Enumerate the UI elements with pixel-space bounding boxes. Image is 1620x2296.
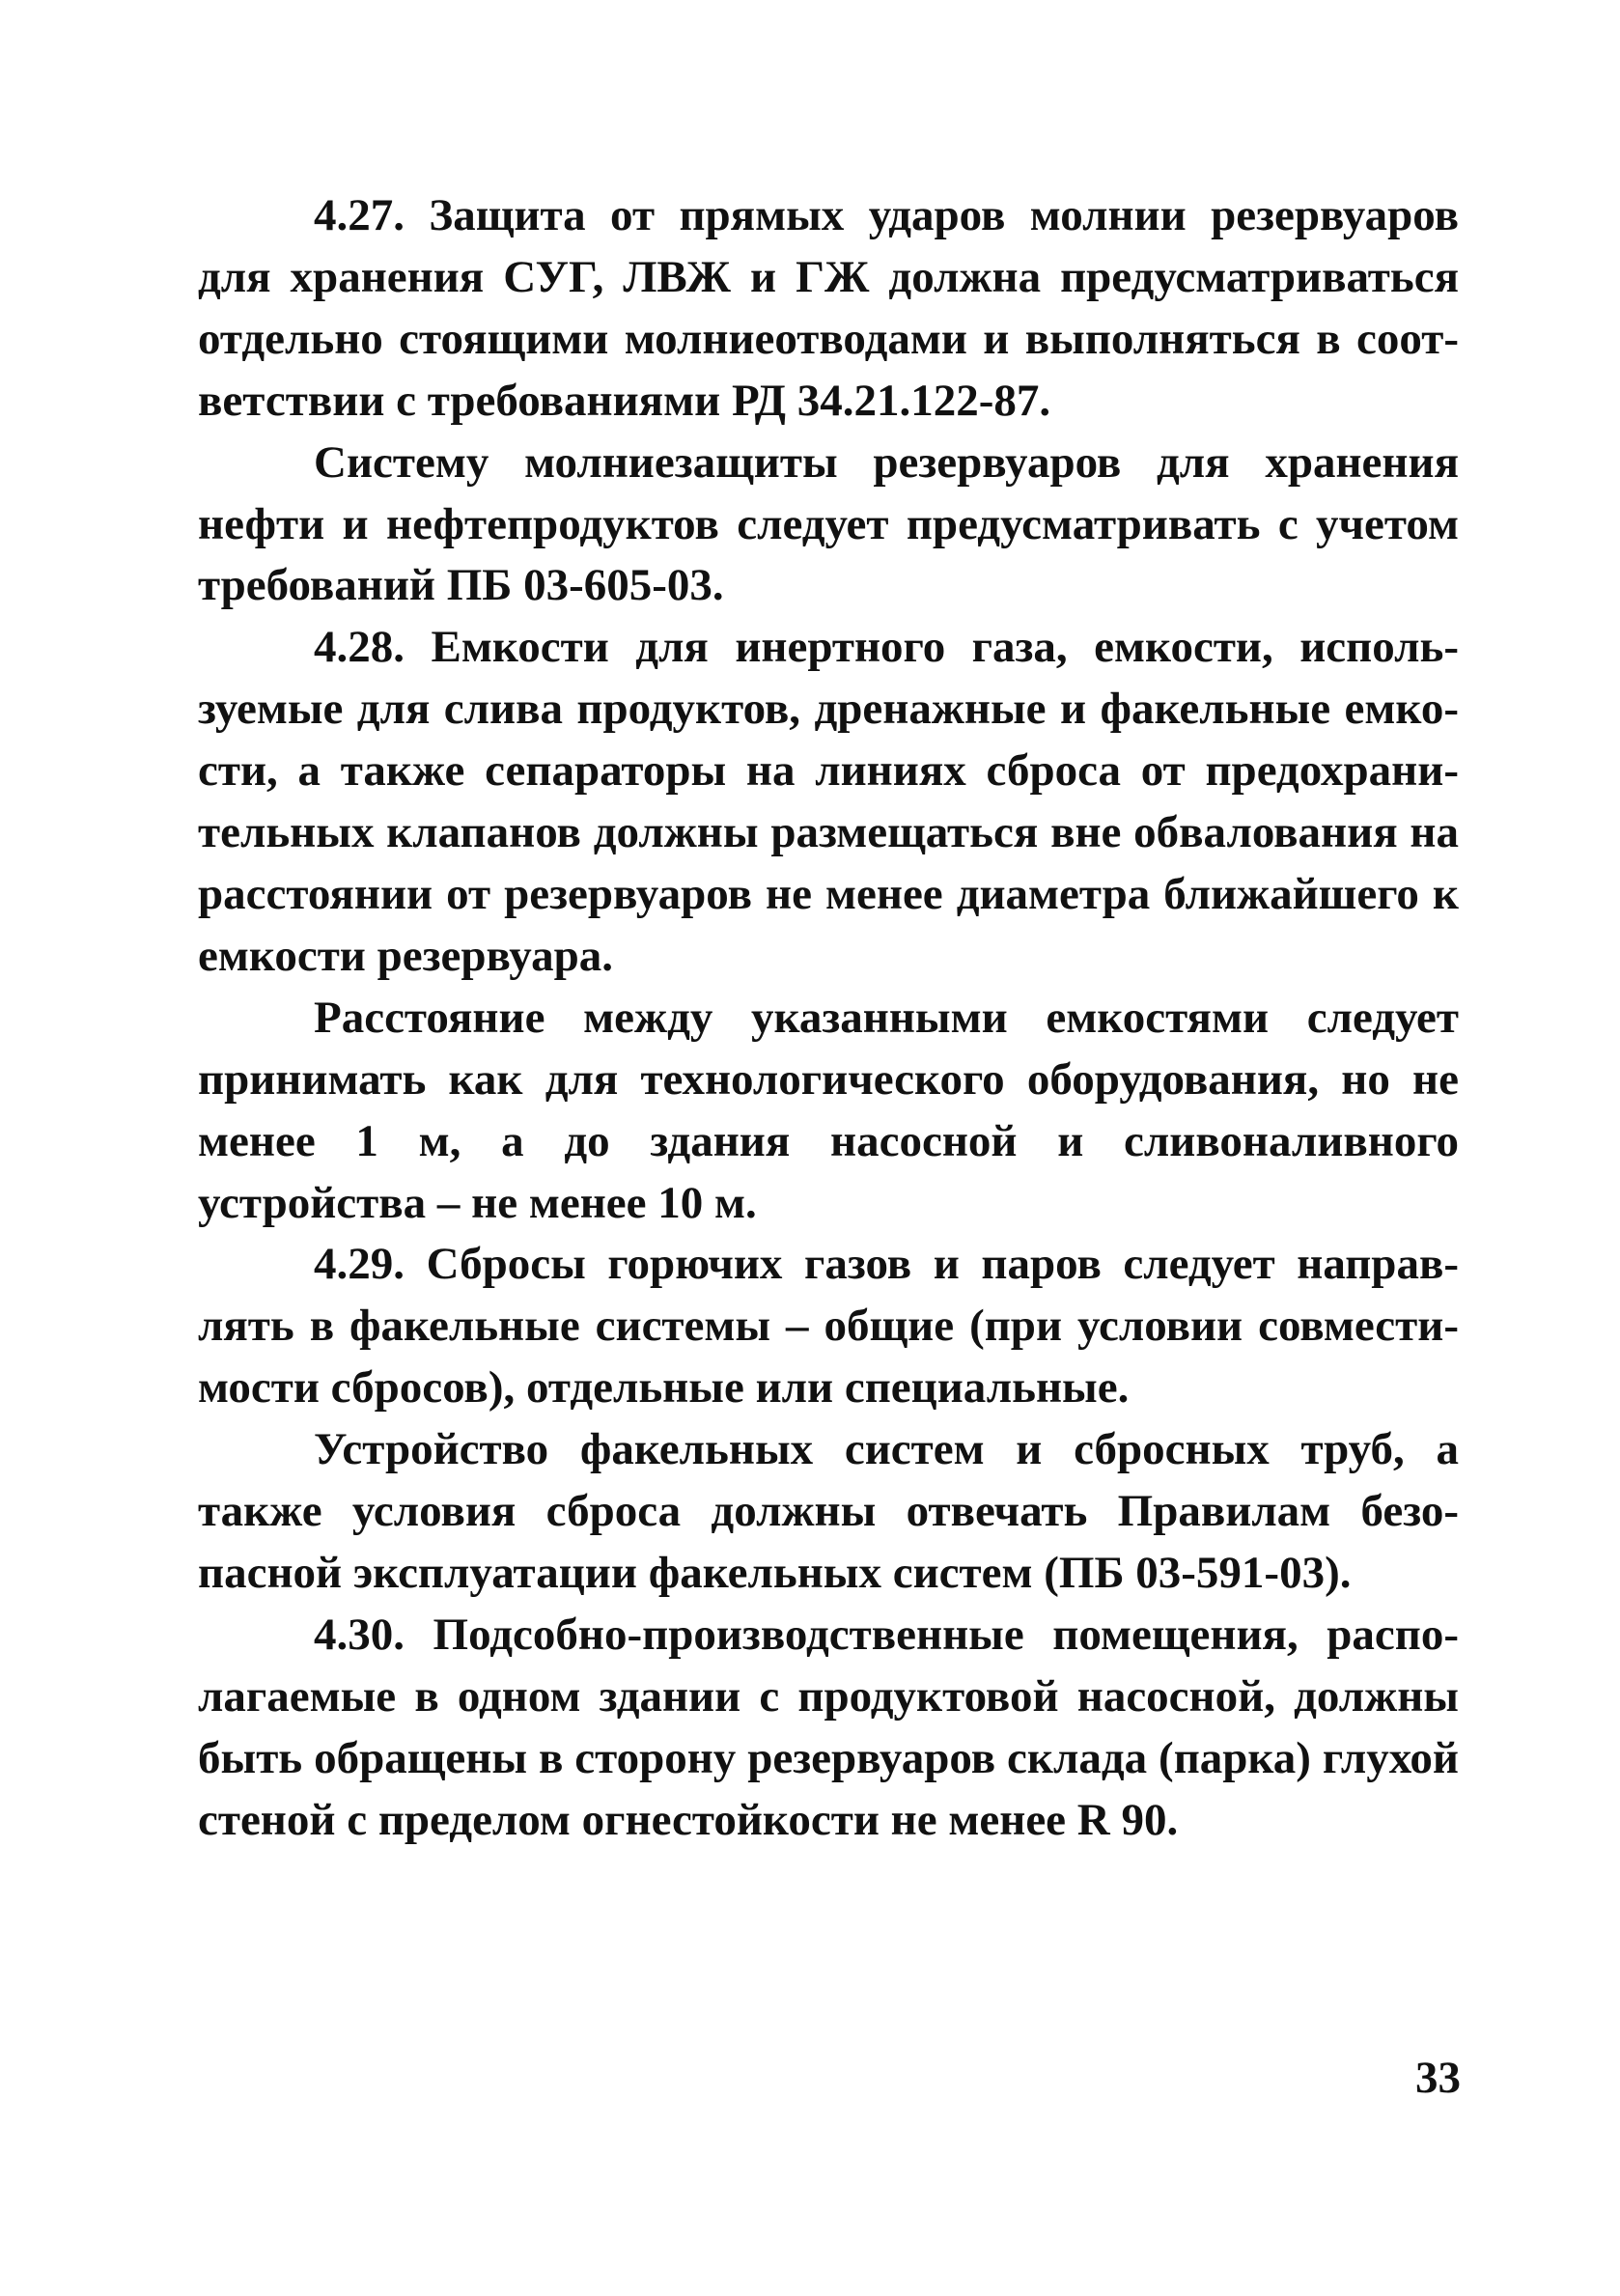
paragraph-4-30: 4.30. Подсобно-производственные помещения, располагаемые в одном здании с продуктовой насосной, должны быть обращены в сторону резервуаров склада (парка) глухой стеной с пределом огнестойкости не менее R 90. xyxy=(198,1609,1459,1845)
paragraph-lightning-system: Систему молниезащиты резервуаров для хранения нефти и нефтепродуктов следует предусматривать с учетом требований ПБ 03-605-03. xyxy=(198,436,1459,611)
paragraph-4-29: 4.29. Сбросы горючих газов и паров следует направлять в факельные системы – общие (при условии совместимости сбросов), отдельные или специальные. xyxy=(198,1239,1459,1414)
paragraph-flare-systems: Устройство факельных систем и сбросных труб, а также условия сброса должны отвечать Правилам безопасной эксплуатации факельных систем (ПБ 03-591-03). xyxy=(198,1424,1459,1598)
paragraph-4-28: 4.28. Емкости для инертного газа, емкости, используемые для слива продуктов, дренажные и факельные емкости, а также сепараторы на линиях сброса от предохранительных клапанов должны размещаться вне обвалования на расстоянии от резервуаров не менее диаметра ближайшего к емкости резервуара. xyxy=(198,622,1459,981)
body-text xyxy=(198,185,1459,1851)
paragraph-distance: Расстояние между указанными емкостями следует принимать как для технологического оборудования, но не менее 1 м, а до здания насосной и сливоналивного устройства – не менее 10 м. xyxy=(198,992,1459,1228)
page-number: 33 xyxy=(1415,2053,1461,2103)
paragraph-4-27: 4.27. Защита от прямых ударов молнии резервуаров для хранения СУГ, ЛВЖ и ГЖ должна предусматриваться отдельно стоящими молниеотводами и выполняться в соответствии с требованиями РД 34.21.122-87. xyxy=(198,190,1459,426)
